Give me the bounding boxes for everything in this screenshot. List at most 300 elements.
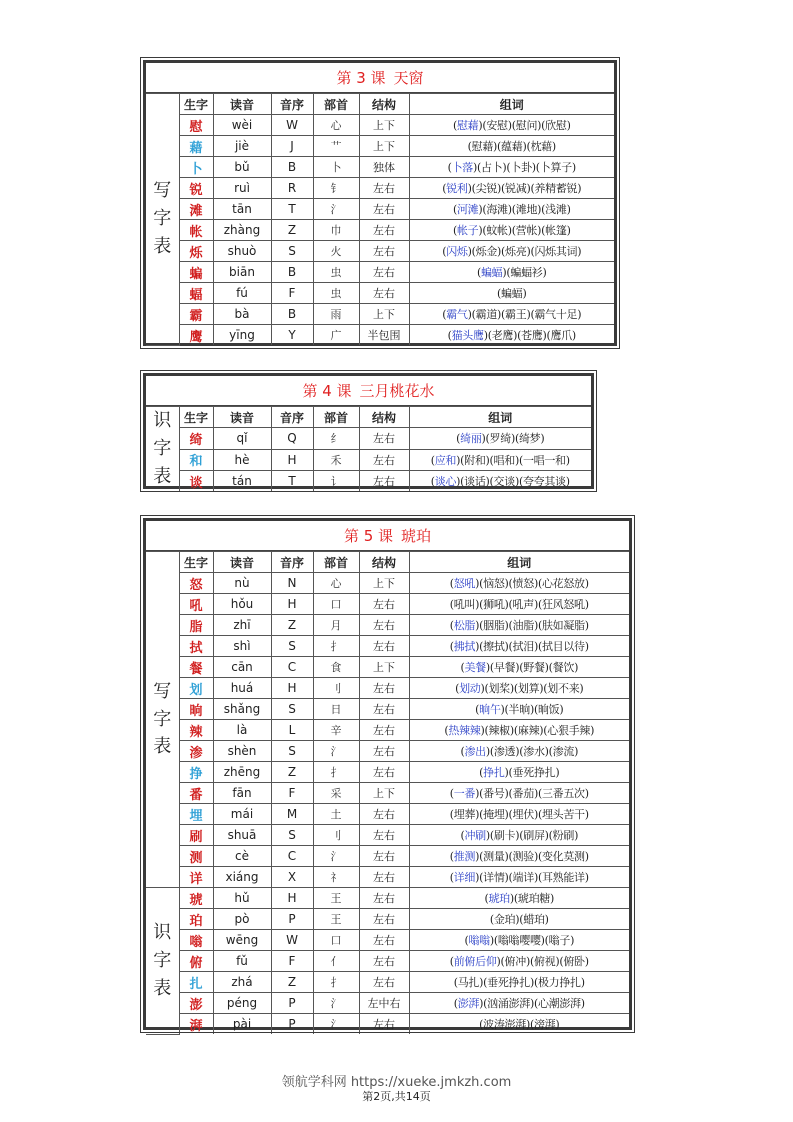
word-close-paren: ) bbox=[574, 829, 579, 842]
word-open-paren: ( bbox=[449, 808, 454, 821]
word-open-paren: ( bbox=[456, 432, 461, 446]
initial-cell: T bbox=[271, 470, 313, 491]
pinyin-cell: xiáng bbox=[213, 867, 271, 888]
column-header: 组词 bbox=[409, 94, 614, 115]
table-row bbox=[146, 304, 614, 325]
word-close-paren: ) bbox=[540, 934, 545, 947]
word-open-paren: ( bbox=[513, 682, 518, 695]
word-open-paren: ( bbox=[501, 245, 506, 258]
pinyin-cell: hè bbox=[213, 449, 271, 470]
word-open-paren: ( bbox=[541, 203, 546, 216]
word-item: 俯视 bbox=[533, 955, 556, 968]
word-close-paren: ) bbox=[571, 161, 576, 174]
word-close-paren: ) bbox=[467, 182, 472, 195]
word-open-paren: ( bbox=[479, 850, 484, 863]
word-close-paren: ) bbox=[539, 682, 544, 695]
word-close-paren: ) bbox=[533, 871, 538, 884]
word-item: 罗绮 bbox=[489, 432, 511, 446]
table-row bbox=[146, 972, 629, 993]
word-close-paren: ) bbox=[507, 119, 512, 132]
words-cell bbox=[409, 157, 614, 178]
word-open-paren: ( bbox=[449, 577, 454, 590]
word-open-paren: ( bbox=[483, 997, 488, 1010]
lesson-number: 第 3 课 bbox=[336, 69, 386, 87]
radical-cell: 广 bbox=[313, 325, 359, 346]
section-label-char: 识 bbox=[153, 410, 172, 431]
radical-cell: 氵 bbox=[313, 993, 359, 1014]
word-item: 附和 bbox=[464, 453, 486, 467]
word-item: 早餐 bbox=[493, 661, 516, 674]
word-open-paren: ( bbox=[537, 871, 542, 884]
words-cell bbox=[409, 972, 629, 993]
word-close-paren: ) bbox=[496, 955, 501, 968]
character-cell: 番 bbox=[179, 783, 213, 804]
words-cell bbox=[409, 762, 629, 783]
word-item: 锐减 bbox=[505, 182, 527, 195]
word-close-paren: ) bbox=[478, 119, 483, 132]
word-item: 猫头鹰 bbox=[451, 329, 484, 342]
word-open-paren: ( bbox=[508, 598, 513, 611]
word-open-paren: ( bbox=[500, 955, 505, 968]
words-cell bbox=[409, 951, 629, 972]
word-item: 滩地 bbox=[515, 203, 538, 216]
word-item: 蜡珀 bbox=[523, 913, 545, 926]
pinyin-cell: huá bbox=[213, 678, 271, 699]
word-item: 麻辣 bbox=[517, 724, 540, 737]
word-close-paren: ) bbox=[550, 892, 554, 905]
word-open-paren: ( bbox=[508, 808, 513, 821]
word-open-paren: ( bbox=[479, 1018, 484, 1031]
radical-cell: 氵 bbox=[313, 1014, 359, 1035]
word-open-paren: ( bbox=[519, 661, 524, 674]
table-row bbox=[146, 783, 629, 804]
word-close-paren: ) bbox=[485, 661, 490, 674]
words-cell bbox=[409, 699, 629, 720]
word-open-paren: ( bbox=[501, 308, 506, 321]
word-close-paren: ) bbox=[533, 808, 538, 821]
structure-cell: 半包围 bbox=[359, 325, 409, 346]
character-cell: 烁 bbox=[179, 241, 213, 262]
initial-cell: H bbox=[271, 888, 313, 909]
word-open-paren: ( bbox=[489, 661, 494, 674]
word-close-paren: ) bbox=[509, 724, 514, 737]
word-open-paren: ( bbox=[453, 997, 458, 1010]
word-close-paren: ) bbox=[515, 661, 520, 674]
word-open-paren: ( bbox=[529, 1018, 534, 1031]
table-row bbox=[146, 449, 591, 470]
pinyin-cell: cān bbox=[213, 657, 271, 678]
table-row bbox=[146, 951, 629, 972]
word-item: 滂湃 bbox=[533, 1018, 556, 1031]
table-row bbox=[146, 470, 591, 491]
radical-cell: 口 bbox=[313, 594, 359, 615]
word-item: 拭目以待 bbox=[541, 640, 585, 653]
radical-cell: 扌 bbox=[313, 972, 359, 993]
word-open-paren: ( bbox=[513, 724, 518, 737]
section-label bbox=[146, 888, 179, 1035]
word-close-paren: ) bbox=[577, 308, 582, 321]
word-close-paren: ) bbox=[580, 997, 585, 1010]
word-close-paren: ) bbox=[544, 661, 549, 674]
radical-cell: 讠 bbox=[313, 470, 359, 491]
pinyin-cell: shǎng bbox=[213, 699, 271, 720]
table-row bbox=[146, 136, 614, 157]
initial-cell: Z bbox=[271, 972, 313, 993]
word-close-paren: ) bbox=[544, 913, 549, 926]
word-item: 帐子 bbox=[456, 224, 479, 237]
pinyin-cell: pò bbox=[213, 909, 271, 930]
word-item: 帐篷 bbox=[545, 224, 567, 237]
structure-cell: 左右 bbox=[359, 762, 409, 783]
initial-cell: B bbox=[271, 304, 313, 325]
word-close-paren: ) bbox=[493, 140, 498, 153]
structure-cell: 左右 bbox=[359, 178, 409, 199]
word-item: 渗水 bbox=[523, 745, 545, 758]
table-row bbox=[146, 825, 629, 846]
word-item: 绮梦 bbox=[518, 432, 541, 446]
pinyin-cell: péng bbox=[213, 993, 271, 1014]
column-header: 生字 bbox=[179, 407, 213, 428]
word-close-paren: ) bbox=[504, 640, 509, 653]
word-open-paren: ( bbox=[442, 182, 447, 195]
word-item: 划桨 bbox=[488, 682, 510, 695]
word-open-paren: ( bbox=[455, 682, 460, 695]
pinyin-cell: zhī bbox=[213, 615, 271, 636]
table-row bbox=[146, 178, 614, 199]
word-open-paren: ( bbox=[476, 161, 481, 174]
radical-cell: 采 bbox=[313, 783, 359, 804]
word-open-paren: ( bbox=[537, 787, 542, 800]
section-label-char: 写 bbox=[153, 680, 172, 702]
structure-cell: 左右 bbox=[359, 615, 409, 636]
word-item: 一唱一和 bbox=[522, 453, 566, 467]
word-open-paren: ( bbox=[559, 955, 564, 968]
word-open-paren: ( bbox=[475, 703, 480, 716]
word-open-paren: ( bbox=[483, 976, 488, 989]
character-cell: 拭 bbox=[179, 636, 213, 657]
column-header: 读音 bbox=[213, 407, 271, 428]
word-item: 狂风怒吼 bbox=[541, 598, 585, 611]
word-open-paren: ( bbox=[513, 892, 518, 905]
word-open-paren: ( bbox=[537, 619, 542, 632]
word-open-paren: ( bbox=[533, 997, 538, 1010]
lesson-name: 琥珀 bbox=[401, 527, 432, 545]
initial-cell: Z bbox=[271, 220, 313, 241]
word-item: 粉刷 bbox=[552, 829, 575, 842]
character-table bbox=[146, 551, 629, 1035]
character-cell: 卜 bbox=[179, 157, 213, 178]
word-close-paren: ) bbox=[504, 598, 509, 611]
section-label-char: 字 bbox=[153, 708, 172, 730]
word-close-paren: ) bbox=[540, 432, 545, 446]
word-item: 苍鹰 bbox=[521, 329, 543, 342]
word-open-paren: ( bbox=[471, 308, 476, 321]
initial-cell: P bbox=[271, 1014, 313, 1035]
word-item: 卜算子 bbox=[539, 161, 572, 174]
section-label-char: 写 bbox=[153, 180, 172, 202]
word-close-paren: ) bbox=[565, 453, 570, 467]
word-item: 蝙蝠 bbox=[480, 266, 503, 279]
word-open-paren: ( bbox=[449, 640, 454, 653]
words-cell bbox=[409, 241, 614, 262]
radical-cell: 禾 bbox=[313, 449, 359, 470]
table-row bbox=[146, 573, 629, 594]
character-cell: 蝠 bbox=[179, 283, 213, 304]
word-close-paren: ) bbox=[525, 1018, 530, 1031]
word-close-paren: ) bbox=[522, 287, 527, 300]
word-item: 闪烁其词 bbox=[534, 245, 578, 258]
word-close-paren: ) bbox=[533, 577, 538, 590]
character-cell: 怒 bbox=[179, 573, 213, 594]
word-item: 三番五次 bbox=[541, 787, 585, 800]
word-close-paren: ) bbox=[533, 850, 538, 863]
word-close-paren: ) bbox=[504, 850, 509, 863]
word-open-paren: ( bbox=[452, 119, 457, 132]
table-row bbox=[146, 993, 629, 1014]
word-close-paren: ) bbox=[509, 892, 514, 905]
word-close-paren: ) bbox=[504, 577, 509, 590]
initial-cell: Q bbox=[271, 428, 313, 449]
word-item: 油脂 bbox=[512, 619, 534, 632]
character-cell: 刷 bbox=[179, 825, 213, 846]
word-item: 心花怒放 bbox=[541, 577, 585, 590]
word-close-paren: ) bbox=[526, 308, 531, 321]
character-cell: 滩 bbox=[179, 199, 213, 220]
word-open-paren: ( bbox=[430, 475, 435, 488]
word-item: 唱和 bbox=[493, 453, 515, 467]
word-item: 绮丽 bbox=[460, 432, 482, 446]
radical-cell: 心 bbox=[313, 115, 359, 136]
word-open-paren: ( bbox=[519, 745, 524, 758]
word-item: 渗流 bbox=[552, 745, 575, 758]
initial-cell: H bbox=[271, 594, 313, 615]
word-open-paren: ( bbox=[526, 140, 531, 153]
word-close-paren: ) bbox=[565, 475, 570, 488]
pinyin-cell: hǔ bbox=[213, 888, 271, 909]
word-close-paren: ) bbox=[584, 577, 589, 590]
word-item: 波涛澎湃 bbox=[483, 1018, 526, 1031]
word-item: 松脂 bbox=[453, 619, 476, 632]
word-close-paren: ) bbox=[489, 934, 494, 947]
initial-cell: Y bbox=[271, 325, 313, 346]
word-item: 营帐 bbox=[515, 224, 538, 237]
initial-cell: P bbox=[271, 993, 313, 1014]
lesson-number: 第 4 课 bbox=[302, 382, 352, 400]
words-cell bbox=[409, 993, 629, 1014]
word-open-paren: ( bbox=[479, 640, 484, 653]
pinyin-cell: bǔ bbox=[213, 157, 271, 178]
word-item: 挣扎 bbox=[483, 766, 505, 779]
structure-cell: 左右 bbox=[359, 636, 409, 657]
lesson-number: 第 5 课 bbox=[343, 527, 394, 545]
word-close-paren: ) bbox=[533, 787, 538, 800]
word-close-paren: ) bbox=[475, 598, 480, 611]
words-cell bbox=[409, 804, 629, 825]
radical-cell: 卜 bbox=[313, 157, 359, 178]
word-item: 慰藉 bbox=[471, 140, 494, 153]
word-close-paren: ) bbox=[475, 619, 480, 632]
lesson-name: 三月桃花水 bbox=[359, 382, 435, 400]
radical-cell: 艹 bbox=[313, 136, 359, 157]
word-open-paren: ( bbox=[511, 224, 516, 237]
pinyin-cell: biān bbox=[213, 262, 271, 283]
word-item: 琥珀糖 bbox=[517, 892, 550, 905]
character-cell: 锐 bbox=[179, 178, 213, 199]
word-item: 前俯后仰 bbox=[453, 955, 497, 968]
word-item: 晌饭 bbox=[537, 703, 560, 716]
table-row bbox=[146, 636, 629, 657]
pinyin-cell: shèn bbox=[213, 741, 271, 762]
word-close-paren: ) bbox=[467, 245, 472, 258]
word-close-paren: ) bbox=[529, 703, 534, 716]
word-close-paren: ) bbox=[537, 224, 542, 237]
pinyin-cell: zhàng bbox=[213, 220, 271, 241]
lesson-title bbox=[146, 376, 591, 406]
word-item: 卜卦 bbox=[510, 161, 532, 174]
word-close-paren: ) bbox=[475, 640, 480, 653]
word-item: 埋头苦干 bbox=[541, 808, 585, 821]
word-open-paren: ( bbox=[479, 619, 484, 632]
word-item: 辣椒 bbox=[488, 724, 510, 737]
radical-cell: 火 bbox=[313, 241, 359, 262]
radical-cell: 辛 bbox=[313, 720, 359, 741]
word-close-paren: ) bbox=[478, 224, 483, 237]
word-item: 烁金 bbox=[475, 245, 498, 258]
word-open-paren: ( bbox=[493, 934, 498, 947]
words-cell bbox=[409, 888, 629, 909]
character-cell: 霸 bbox=[179, 304, 213, 325]
word-item: 一番 bbox=[453, 787, 476, 800]
word-close-paren: ) bbox=[566, 119, 571, 132]
radical-cell: 巾 bbox=[313, 220, 359, 241]
word-item: 详情 bbox=[483, 871, 505, 884]
table-row bbox=[146, 804, 629, 825]
word-close-paren: ) bbox=[577, 182, 582, 195]
word-open-paren: ( bbox=[460, 661, 465, 674]
word-item: 蚊帐 bbox=[486, 224, 508, 237]
table-row bbox=[146, 867, 629, 888]
table-row bbox=[146, 220, 614, 241]
character-cell: 吼 bbox=[179, 594, 213, 615]
word-item: 占卜 bbox=[480, 161, 503, 174]
initial-cell: W bbox=[271, 930, 313, 951]
word-open-paren: ( bbox=[543, 724, 548, 737]
word-close-paren: ) bbox=[497, 182, 502, 195]
initial-cell: C bbox=[271, 657, 313, 678]
word-item: 谈心 bbox=[434, 475, 457, 488]
radical-cell: 扌 bbox=[313, 762, 359, 783]
word-close-paren: ) bbox=[475, 787, 480, 800]
word-item: 半晌 bbox=[508, 703, 530, 716]
initial-cell: S bbox=[271, 825, 313, 846]
column-header: 生字 bbox=[179, 552, 213, 573]
character-cell: 嗡 bbox=[179, 930, 213, 951]
section-label-char: 表 bbox=[153, 977, 172, 999]
word-open-paren: ( bbox=[430, 453, 435, 467]
word-close-paren: ) bbox=[580, 976, 585, 989]
word-open-paren: ( bbox=[537, 808, 542, 821]
pinyin-cell: bà bbox=[213, 304, 271, 325]
word-item: 晌午 bbox=[479, 703, 501, 716]
word-close-paren: ) bbox=[497, 245, 502, 258]
pinyin-cell: là bbox=[213, 720, 271, 741]
words-cell bbox=[409, 470, 591, 491]
word-item: 嗡嗡 bbox=[468, 934, 490, 947]
word-open-paren: ( bbox=[447, 329, 452, 342]
word-open-paren: ( bbox=[530, 182, 535, 195]
initial-cell: L bbox=[271, 720, 313, 741]
character-cell: 琥 bbox=[179, 888, 213, 909]
word-open-paren: ( bbox=[484, 724, 489, 737]
section-label bbox=[146, 552, 179, 888]
structure-cell: 左右 bbox=[359, 909, 409, 930]
word-item: 应和 bbox=[434, 453, 457, 467]
word-close-paren: ) bbox=[504, 766, 509, 779]
word-open-paren: ( bbox=[485, 432, 490, 446]
pinyin-cell: cè bbox=[213, 846, 271, 867]
lesson-title bbox=[146, 521, 629, 551]
initial-cell: H bbox=[271, 449, 313, 470]
word-open-paren: ( bbox=[460, 829, 465, 842]
words-cell bbox=[409, 678, 629, 699]
word-close-paren: ) bbox=[529, 997, 534, 1010]
word-open-paren: ( bbox=[444, 724, 449, 737]
word-open-paren: ( bbox=[489, 745, 494, 758]
word-open-paren: ( bbox=[479, 577, 484, 590]
column-header: 结构 bbox=[359, 94, 409, 115]
initial-cell: Z bbox=[271, 615, 313, 636]
character-cell: 扎 bbox=[179, 972, 213, 993]
words-cell bbox=[409, 115, 614, 136]
word-item: 河滩 bbox=[456, 203, 479, 216]
word-open-paren: ( bbox=[442, 308, 447, 321]
initial-cell: M bbox=[271, 804, 313, 825]
character-cell: 脂 bbox=[179, 615, 213, 636]
structure-cell: 左右 bbox=[359, 930, 409, 951]
word-item: 极力挣扎 bbox=[537, 976, 581, 989]
table-row bbox=[146, 699, 629, 720]
structure-cell: 左右 bbox=[359, 825, 409, 846]
word-open-paren: ( bbox=[476, 266, 481, 279]
section-label-char: 字 bbox=[153, 949, 172, 971]
word-close-paren: ) bbox=[475, 808, 480, 821]
word-item: 垂死挣扎 bbox=[512, 766, 556, 779]
word-close-paren: ) bbox=[522, 140, 527, 153]
word-open-paren: ( bbox=[482, 119, 487, 132]
word-item: 海滩 bbox=[486, 203, 508, 216]
word-open-paren: ( bbox=[506, 161, 511, 174]
word-close-paren: ) bbox=[537, 203, 542, 216]
lesson-name: 天窗 bbox=[393, 69, 424, 87]
word-close-paren: ) bbox=[475, 577, 480, 590]
table-row bbox=[146, 1014, 629, 1035]
word-close-paren: ) bbox=[514, 453, 519, 467]
initial-cell: S bbox=[271, 241, 313, 262]
table-row bbox=[146, 325, 614, 346]
word-close-paren: ) bbox=[574, 745, 579, 758]
word-open-paren: ( bbox=[479, 808, 484, 821]
word-close-paren: ) bbox=[542, 266, 547, 279]
words-cell bbox=[409, 825, 629, 846]
word-open-paren: ( bbox=[489, 829, 494, 842]
word-close-paren: ) bbox=[510, 432, 515, 446]
word-close-paren: ) bbox=[559, 703, 564, 716]
word-item: 嗡嗡嘤嘤 bbox=[497, 934, 541, 947]
character-cell: 俯 bbox=[179, 951, 213, 972]
word-item: 吼声 bbox=[512, 598, 534, 611]
words-cell bbox=[409, 136, 614, 157]
structure-cell: 左右 bbox=[359, 951, 409, 972]
